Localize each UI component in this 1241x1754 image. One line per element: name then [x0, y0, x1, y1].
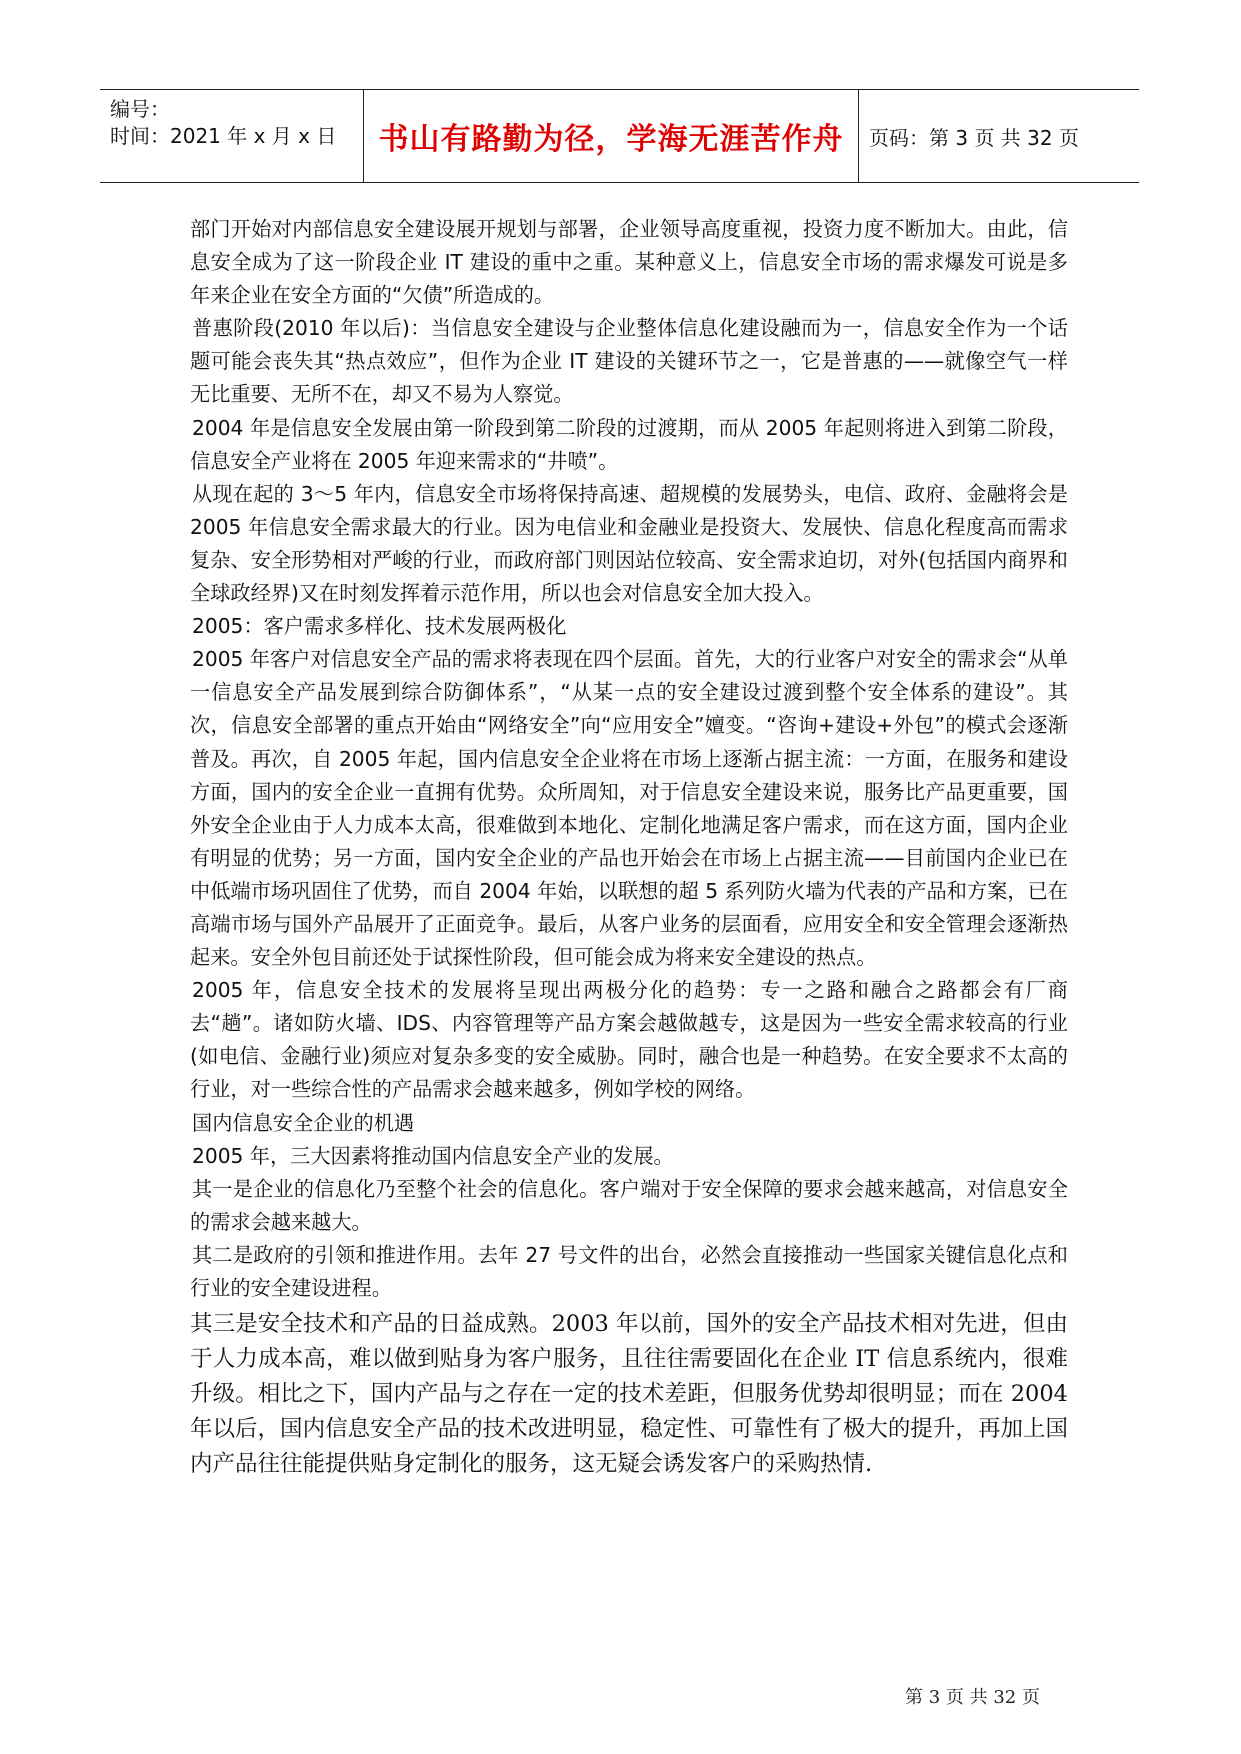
paragraph: 其三是安全技术和产品的日益成熟。2003 年以前，国外的安全产品技术相对先进，但由于人力成本高，难以做到贴身为客户服务，且往往需要固化在企业 IT 信息系统内，很难升级。相比之下，国内产品与之存在一定的技术差距，但服务优势却很明显；而在 2004 年以后，国内信息安全产品的技术改进明显，稳定性、可靠性有了极大的提升，再加上国内产品往往能提供贴身定制化的服务，这无疑会诱发客户的采购热情.	[190, 1311, 1068, 1478]
paragraph: 从现在起的 3～5 年内，信息安全市场将保持高速、超规模的发展势头，电信、政府、金融将会是 2005 年信息安全需求最大的行业。因为电信业和金融业是投资大、发展快、信息化程度高而需求复杂、安全形势相对严峻的行业，而政府部门则因站位较高、安全需求迫切，对外(包括国内商界和全球政经界)又在时刻发挥着示范作用，所以也会对信息安全加大投入。	[190, 481, 1068, 606]
section-heading: 2005：客户需求多样化、技术发展两极化	[192, 614, 567, 639]
paragraph: 部门开始对内部信息安全建设展开规划与部署，企业领导高度重视，投资力度不断加大。由此，信息安全成为了这一阶段企业 IT 建设的重中之重。某种意义上，信息安全市场的需求爆发可说是多年来企业在安全方面的“欠债”所造成的。	[190, 217, 1068, 308]
paragraph: 2005 年，三大因素将推动国内信息安全产业的发展。	[192, 1143, 674, 1168]
paragraph: 普惠阶段(2010 年以后)：当信息安全建设与企业整体信息化建设融而为一，信息安全作为一个话题可能会丧失其“热点效应”，但作为企业 IT 建设的关键环节之一，它是普惠的——就像空气一样无比重要、无所不在，却又不易为人察觉。	[190, 316, 1068, 407]
document-body	[190, 213, 1068, 1482]
page-header	[100, 89, 1139, 183]
paragraph: 2004 年是信息安全发展由第一阶段到第二阶段的过渡期，而从 2005 年起则将进入到第二阶段，信息安全产业将在 2005 年迎来需求的“井喷”。	[190, 415, 1068, 473]
page-footer: 第 3 页 共 32 页	[905, 1687, 1040, 1708]
section-heading: 国内信息安全企业的机遇	[192, 1110, 415, 1135]
paragraph: 2005 年，信息安全技术的发展将呈现出两极分化的趋势：专一之路和融合之路都会有厂商去“趟”。诸如防火墙、IDS、内容管理等产品方案会越做越专，这是因为一些安全需求较高的行业(如电信、金融行业)须应对复杂多变的安全威胁。同时，融合也是一种趋势。在安全要求不太高的行业，对一些综合性的产品需求会越来越多，例如学校的网络。	[190, 978, 1068, 1102]
document-time-label: 时间：2021 年 x 月 x 日	[110, 124, 337, 148]
header-motto-cell	[364, 90, 859, 182]
paragraph: 2005 年客户对信息安全产品的需求将表现在四个层面。首先，大的行业客户对安全的需求会“从单一信息安全产品发展到综合防御体系”，“从某一点的安全建设过渡到整个安全体系的建设”。其次，信息安全部署的重点开始由“网络安全”向“应用安全”嬗变。“咨询+建设+外包”的模式会逐渐普及。再次，自 2005 年起，国内信息安全企业将在市场上逐渐占据主流：一方面，在服务和建设方面，国内的安全企业一直拥有优势。众所周知，对于信息安全建设来说，服务比产品更重要，国外安全企业由于人力成本太高，很难做到本地化、定制化地满足客户需求，而在这方面，国内企业有明显的优势；另一方面，国内安全企业的产品也开始会在市场上占据主流——目前国内企业已在中低端市场巩固住了优势，而自 2004 年始，以联想的超 5 系列防火墙为代表的产品和方案，已在高端市场与国外产品展开了正面竞争。最后，从客户业务的层面看，应用安全和安全管理会逐渐热起来。安全外包目前还处于试探性阶段，但可能会成为将来安全建设的热点。	[190, 647, 1068, 970]
paragraph: 其一是企业的信息化乃至整个社会的信息化。客户端对于安全保障的要求会越来越高，对信息安全的需求会越来越大。	[190, 1176, 1068, 1234]
header-meta	[100, 90, 364, 182]
document-number-label: 编号：	[110, 97, 170, 121]
header-motto: 书山有路勤为径，学海无涯苦作舟	[378, 122, 844, 157]
paragraph: 其二是政府的引领和推进作用。去年 27 号文件的出台，必然会直接推动一些国家关键信息化点和行业的安全建设进程。	[190, 1242, 1068, 1300]
header-page-code: 页码：第 3 页 共 32 页	[869, 125, 1079, 150]
